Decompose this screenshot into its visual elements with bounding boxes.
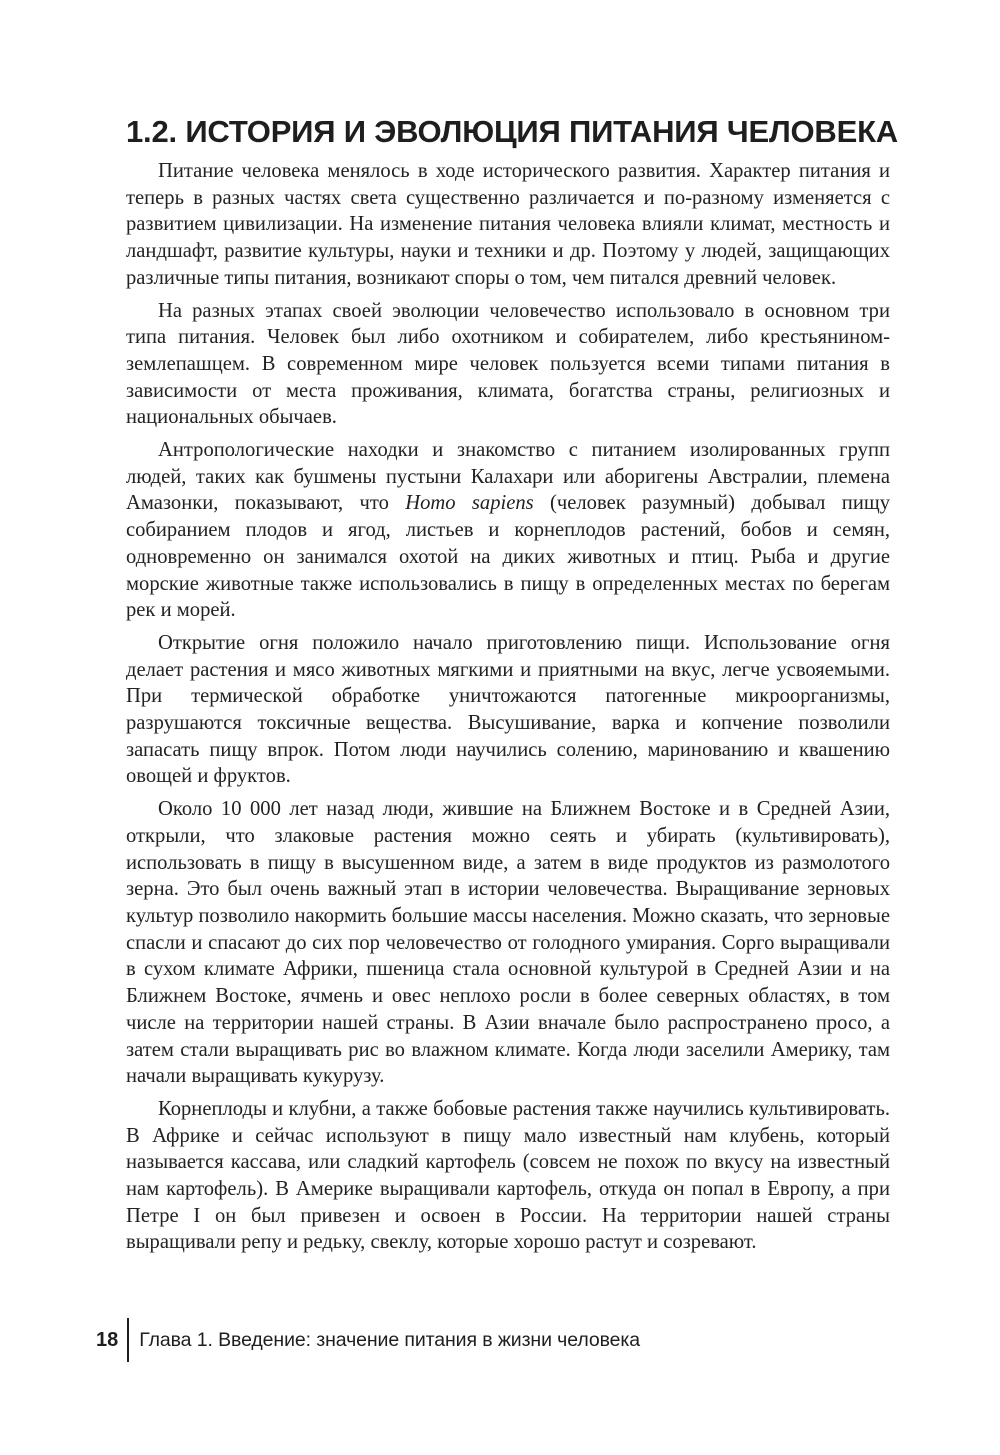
body-text	[126, 158, 890, 1256]
paragraph-3	[126, 437, 890, 624]
species-name: Homo sapiens	[405, 492, 534, 515]
paragraph-4: Открытие огня положило начало приготовлению пищи. Использование огня делает растения и мясо животных мягкими и приятными на вкус, легче усвояемыми. При термической обработке уничтожаются патогенные микроорганизмы, разрушаются токсичные вещества. Высушивание, варка и копчение позволили запасать пищу впрок. Потом люди научились солению, маринованию и квашению овощей и фруктов.	[126, 631, 890, 788]
paragraph-1: Питание человека менялось в ходе исторического развития. Характер питания и теперь в разных частях света существенно различается и по-разному изменяется с развитием цивилизации. На изменение питания человека влияли климат, местность и ландшафт, развитие культуры, науки и техники и др. Поэтому у людей, защищающих различные типы питания, возникают споры о том, чем питался древний человек.	[126, 160, 890, 289]
footer-divider	[127, 1318, 129, 1362]
page-number: 18	[96, 1328, 119, 1351]
section-heading: 1.2. ИСТОРИЯ И ЭВОЛЮЦИЯ ПИТАНИЯ ЧЕЛОВЕКА	[126, 114, 898, 149]
page-footer	[96, 1318, 640, 1362]
paragraph-3-end: (человек разумный) добывал пищу собиранием плодов и ягод, листьев и корнеплодов растений, бобов и семян, одновременно он занимался охотой на диких животных и птиц. Рыба и другие морские животные также использовались в пищу в определенных местах по берегам рек и морей.	[126, 492, 890, 622]
paragraph-2: На разных этапах своей эволюции человечество использовало в основном три типа питания. Человек был либо охотником и собирателем, либо крестьянином-землепашцем. В современном мире человек пользуется всеми типами питания в зависимости от места проживания, климата, богатства страны, религиозных и национальных обычаев.	[126, 299, 890, 429]
paragraph-3-start: Антропологические находки и знакомство с питанием изолированных групп людей, таких как бушмены пустыни Калахари или аборигены Австралии, племена Амазонки, показывают, что	[126, 439, 890, 515]
running-chapter-title: Глава 1. Введение: значение питания в жизни человека	[139, 1328, 640, 1351]
paragraph-5: Около 10 000 лет назад люди, жившие на Ближнем Востоке и в Средней Азии, открыли, что злаковые растения можно сеять и убирать (культивировать), использовать в пищу в высушенном виде, а затем в виде продуктов из размолотого зерна. Это был очень важный этап в истории человечества. Выращивание зерновых культур позволило накормить большие массы населения. Можно сказать, что зерновые спасли и спасают до сих пор человечество от голодного умирания. Сорго выращивали в сухом климате Африки, пшеница стала основной культурой в Средней Азии и на Ближнем Востоке, ячмень и овес неплохо росли в более северных областях, в том числе на территории нашей страны. В Азии вначале было распространено просо, а затем стали выращивать рис во влажном климате. Когда люди заселили Америку, там начали выращивать кукурузу.	[126, 798, 890, 1088]
paragraph-6: Корнеплоды и клубни, а также бобовые растения также научились культивировать. В Африке и сейчас используют в пищу мало известный нам клубень, который называется кассава, или сладкий картофель (совсем не похож по вкусу на известный нам картофель). В Америке выращивали картофель, откуда он попал в Европу, а при Петре I он был привезен и освоен в России. На территории нашей страны выращивали репу и редьку, свеклу, которые хорошо растут и созревают.	[126, 1097, 890, 1254]
